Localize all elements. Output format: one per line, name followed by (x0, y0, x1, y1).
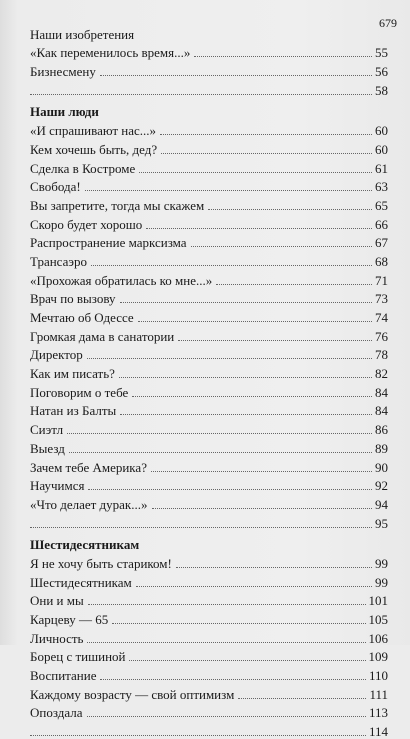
toc-entry (30, 212, 388, 231)
dot-leader (69, 452, 372, 453)
toc-entry-page: 89 (375, 440, 388, 456)
dot-leader (67, 433, 372, 434)
toc-entry-page: 95 (375, 515, 388, 531)
toc-entry (30, 492, 388, 511)
table-of-contents (30, 22, 388, 738)
toc-entry-page: 99 (375, 555, 388, 571)
toc-entry-title: Врач по вызову (30, 291, 116, 307)
section-title: Наши люди (30, 104, 99, 120)
dot-leader (87, 716, 366, 717)
toc-entry-page: 90 (375, 459, 388, 475)
dot-leader (191, 246, 372, 247)
toc-entry-title: Шестидесятникам (30, 574, 132, 590)
dot-leader (119, 377, 372, 378)
toc-entry-page: 73 (375, 291, 388, 307)
toc-entry-title: Сиэтл (30, 422, 64, 438)
toc-entry-title: Поговорим о тебе (30, 384, 129, 400)
toc-entry (30, 455, 388, 474)
toc-entry (30, 249, 388, 268)
toc-entry-page: 110 (368, 668, 388, 684)
toc-entry-page: 92 (375, 478, 388, 494)
toc-entry-title: Зачем тебе Америка? (30, 459, 147, 475)
dot-leader (120, 302, 372, 303)
dot-leader (132, 396, 372, 397)
toc-entry-title: Каждому возрасту — свой оптимизм (30, 686, 235, 702)
toc-entry (30, 511, 388, 530)
toc-entry (30, 305, 388, 324)
toc-entry-page: 84 (375, 403, 388, 419)
toc-entry (30, 436, 388, 455)
dot-leader (136, 586, 372, 587)
toc-entry-title: Директор (30, 347, 83, 363)
toc-entry (30, 156, 388, 175)
toc-entry-page: 55 (375, 45, 388, 61)
section-title: Шестидесятникам (30, 537, 140, 553)
dot-leader (194, 56, 372, 57)
dot-leader (91, 265, 372, 266)
toc-entry-page: 84 (375, 384, 388, 400)
toc-entry-title: Натан из Балты (30, 403, 117, 419)
page-number: 679 (379, 16, 397, 30)
toc-entry-title: Кем хочешь быть, дед? (30, 141, 158, 157)
toc-entry (30, 626, 388, 645)
toc-entry-page: 60 (375, 141, 388, 157)
toc-entry-page: 105 (368, 612, 388, 627)
toc-entry-title: Научимся (30, 478, 85, 494)
toc-entry-title: «Прохожая обратилась ко мне...» (30, 272, 213, 288)
toc-entry-title: «Как переменилось время...» (30, 45, 191, 61)
toc-entry-title: Скоро будет хорошо (30, 216, 143, 232)
dot-leader (30, 527, 372, 528)
toc-entry (30, 474, 388, 493)
dot-leader (100, 679, 365, 680)
toc-entry (30, 380, 388, 399)
toc-entry (30, 551, 388, 570)
dot-leader (176, 567, 372, 568)
dot-leader (120, 414, 372, 415)
dot-leader (87, 358, 372, 359)
toc-entry (30, 719, 388, 738)
toc-entry-title: Наши изобретения (30, 26, 135, 42)
toc-entry-title: Мечтаю об Одессе (30, 310, 134, 325)
toc-entry (30, 663, 388, 682)
toc-entry-page: 114 (368, 724, 388, 739)
toc-entry-title: Трансаэро (30, 253, 87, 269)
dot-leader (112, 623, 365, 624)
toc-entry-page: 68 (375, 253, 388, 269)
toc-entry-title: Распространение марксизма (30, 235, 187, 251)
toc-entry-page: 111 (369, 686, 388, 702)
toc-entry-page: 82 (375, 366, 388, 382)
toc-entry-page: 94 (375, 496, 388, 512)
toc-entry (30, 175, 388, 194)
dot-leader (88, 489, 372, 490)
toc-entry-title: Вы запретите, тогда мы скажем (30, 197, 205, 213)
toc-entry (30, 324, 388, 343)
toc-entry-page: 99 (375, 574, 388, 590)
toc-entry-page: 113 (368, 705, 388, 721)
toc-entry (30, 118, 388, 137)
toc-entry (30, 682, 388, 701)
toc-entry-title: «Что делает дурак...» (30, 496, 148, 512)
toc-entry-title: «И спрашивают нас...» (30, 123, 157, 139)
toc-entry (30, 193, 388, 212)
dot-leader (151, 471, 372, 472)
dot-leader (139, 172, 372, 173)
toc-entry-page: 106 (368, 630, 388, 646)
toc-entry-page: 101 (368, 593, 388, 609)
toc-entry-title: Громкая дама в санатории (30, 328, 175, 344)
dot-leader (146, 228, 372, 229)
toc-entry-title: Опоздала (30, 705, 83, 721)
toc-entry-title: Как им писать? (30, 366, 115, 382)
dot-leader (85, 190, 372, 191)
toc-entry (30, 361, 388, 380)
toc-entry (30, 343, 388, 362)
toc-entry (30, 59, 388, 78)
toc-entry (30, 78, 388, 97)
dot-leader (138, 321, 372, 322)
toc-entry-page: 86 (375, 422, 388, 438)
toc-entry (30, 570, 388, 589)
toc-entry-page: 60 (375, 123, 388, 139)
toc-entry (30, 287, 388, 306)
toc-entry-page: 61 (375, 160, 388, 176)
toc-entry-page: 71 (375, 272, 388, 288)
dot-leader (30, 94, 372, 95)
toc-entry (30, 701, 388, 720)
toc-entry-page: 76 (375, 328, 388, 344)
toc-entry (30, 607, 388, 626)
toc-entry-title: Они и мы (30, 593, 84, 609)
toc-entry-page: 66 (375, 216, 388, 232)
toc-entry-page: 78 (375, 347, 388, 363)
toc-section-heading (30, 533, 388, 552)
toc-entry-page: 65 (375, 197, 388, 213)
toc-entry (30, 645, 388, 664)
dot-leader (238, 698, 366, 699)
toc-entry-page: 109 (368, 649, 388, 665)
toc-entry (30, 589, 388, 608)
toc-entry-title: Бизнесмену (30, 64, 96, 80)
toc-entry-title: Борец с тишиной (30, 649, 126, 665)
dot-leader (30, 735, 366, 736)
toc-entry (30, 22, 388, 41)
dot-leader (208, 209, 372, 210)
toc-entry-page: 74 (375, 310, 388, 325)
toc-entry (30, 231, 388, 250)
toc-entry-page: 58 (375, 82, 388, 98)
toc-entry (30, 137, 388, 156)
dot-leader (160, 134, 372, 135)
dot-leader (161, 153, 372, 154)
toc-entry (30, 268, 388, 287)
toc-entry (30, 417, 388, 436)
toc-entry-title: Выезд (30, 440, 65, 456)
dot-leader (100, 75, 372, 76)
toc-entry-title: Я не хочу быть стариком! (30, 555, 172, 571)
toc-entry-page: 63 (375, 179, 388, 195)
dot-leader (87, 642, 365, 643)
dot-leader (129, 660, 365, 661)
dot-leader (216, 284, 372, 285)
toc-entry (30, 399, 388, 418)
dot-leader (178, 340, 372, 341)
toc-section-heading (30, 100, 388, 119)
toc-entry-title: Сделка в Костроме (30, 160, 136, 176)
dot-leader (88, 604, 366, 605)
toc-entry-page: 67 (375, 235, 388, 251)
dot-leader (152, 508, 372, 509)
toc-entry-title: Карцеву — 65 (30, 612, 109, 627)
toc-entry-title: Личность (30, 630, 84, 646)
toc-entry-title: Воспитание (30, 668, 97, 684)
toc-entry (30, 41, 388, 60)
toc-entry-page: 56 (375, 64, 388, 80)
toc-entry-title: Свобода! (30, 179, 81, 195)
